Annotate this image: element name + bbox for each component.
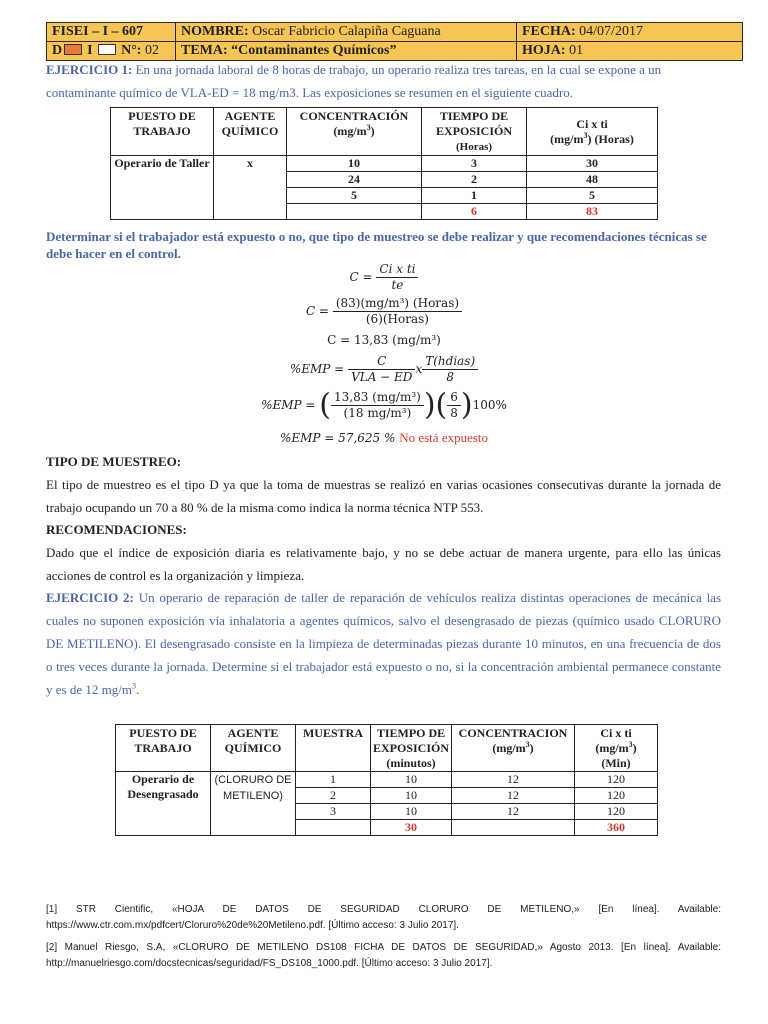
fecha-cell: FECHA: 04/07/2017 [517,23,743,42]
ejercicio2-label: EJERCICIO 2: [46,590,134,605]
exposure-result: No está expuesto [399,430,489,445]
col-puesto: PUESTO DE TRABAJO [116,725,211,772]
formula-c-definition: C = $\frac{\text{Ci x ti}}{te}$ [0,262,768,293]
col-concentracion: CONCENTRACION $(mg/m^3)$ [452,725,575,772]
col-concentracion: CONCENTRACIÓN $(mg/m^3)$ [287,108,422,156]
ejercicio2-table [115,724,658,836]
col-citi: Ci x ti $(mg/m^3)$ (Min) [575,725,658,772]
tema-value: “Contaminantes Químicos” [231,43,397,58]
i-checkbox-empty-icon [98,44,116,55]
ejercicio1-statement: EJERCICIO 1: En una jornada laboral de 8 horas de trabajo, un operario realiza tres tareas, en la cual se expone a un contaminante químico de VLA-ED = 18 mg/m3. Las exposiciones se resumen en el siguiente cuadro. [46,62,662,100]
ejercicio2-statement: EJERCICIO 2: Un operario de reparación de taller de reparación de vehículos realiza distintas operaciones de mecánica las cuales no suponen exposición vía inhalatoria a agentes químicos, salvo el desengrasado de piezas (químico usado CLORURO DE METILENO). El desengrasado consiste en la limpieza de determinadas piezas durante 10 minutos, en una frecuencia de dos o tres veces durante la jornada. Determine si el trabajador está expuesto o no, si la concentración ambiental permanece constante y es de 12 $mg/m^3$. [46,590,722,697]
d-checkbox-filled-icon [64,44,82,55]
tipo-muestreo-title: TIPO DE MUESTREO: [46,454,182,469]
ejercicio1-label: EJERCICIO 1: [46,62,133,77]
formula-c-substitution: C = $\frac{\text{(83)(mg/m³) (Horas)}}{\text{(6)(Horas)}}$ [0,296,768,327]
hoja-cell: HOJA: 01 [517,42,743,61]
tipo-muestreo-text: El tipo de muestreo es el tipo D ya que la toma de muestras se realizó en varias ocasiones consecutivas durante la jornada de trabajo ocupando un 70 a 80 % de la misma como indica la norma técnica NTP 553. [46,477,721,515]
formula-c-result: C = 13,83 (mg/m³) [327,333,441,347]
total-tiempo: 30 [371,820,452,836]
total-citi: 360 [575,820,658,836]
col-puesto: PUESTO DE TRABAJO [111,108,214,156]
hoja-value: 01 [569,43,584,58]
col-agente: AGENTE QUÍMICO [211,725,296,772]
fecha-value: 04/07/2017 [579,24,643,39]
ejercicio1-question: Determinar si el trabajador está expuesto o no, que tipo de muestreo se debe realizar y que recomendaciones técnicas se debe hacer en el control. [46,229,707,261]
type-number-cell: D I N°: 02 [47,42,176,61]
reference-1: [1] STR Cientific, «HOJA DE DATOS DE SEGURIDAD CLORURO DE METILENO,» [En línea]. Available: https://www.ctr.com.mx/pdfcert/Cloruro%20de%20Metileno.pdf. [Último acceso: 3 Julio 2017]. [46,904,721,931]
course-code-cell: FISEI – I – 607 [47,23,176,42]
col-muestra: MUESTRA [296,725,371,772]
ejercicio1-table [110,107,658,220]
col-agente: AGENTE QUÍMICO [214,108,287,156]
table-row: 5 1 5 [111,188,658,204]
agente-cell: x [214,156,287,220]
formula-emp-result: %EMP = 57,625 % No está expuesto [279,430,489,445]
col-tiempo: TIEMPO DE EXPOSICIÓN (Horas) [422,108,527,156]
col-citi: Ci x ti $(mg/m^3)$ (Horas) [527,108,658,156]
formula-emp-definition: %EMP = $\frac{C}{\text{VLA − ED}}$ x $\frac{\text{T(hdias)}}{8}$ [0,354,768,385]
recomendaciones-text: Dado que el índice de exposición diaria es relativamente bajo, y no se debe actuar de manera urgente, para ello las únicas acciones de control es la organización y limpieza. [46,545,721,583]
numero-value: 02 [144,43,159,58]
table-row: 2 10 12 120 [116,788,658,804]
formula-emp-substitution: %EMP = ( $\frac{\text{13,83 (mg/m³)}}{\text{(18 mg/m³)}}$ )( $\frac{6}{8}$ )100% [261,387,507,423]
total-citi: 83 [527,204,658,220]
agente-cell: (CLORURO DE METILENO) [211,772,296,836]
puesto-cell: Operario de Desengrasado [116,772,211,836]
table-row: 24 2 48 [111,172,658,188]
table-row: Operario de Desengrasado (CLORURO DE METILENO) 1 10 12 120 [116,772,658,788]
recomendaciones-title: RECOMENDACIONES: [46,522,187,537]
tema-cell: TEMA: “Contaminantes Químicos” [176,42,517,61]
col-tiempo: TIEMPO DE EXPOSICIÓN (minutos) [371,725,452,772]
total-tiempo: 6 [422,204,527,220]
table-row: 3 10 12 120 [116,804,658,820]
nombre-cell: NOMBRE: Oscar Fabricio Calapiña Caguana [176,23,517,42]
table-row: Operario de Taller x 10 3 30 [111,156,658,172]
puesto-cell: Operario de Taller [111,156,214,220]
header-table [46,22,743,61]
reference-2: [2] Manuel Riesgo, S.A, «CLORURO DE METILENO DS108 FICHA DE DATOS DE SEGURIDAD,» Agosto 2013. [En línea]. Available: http://manuelriesgo.com/docstecnicas/seguridad/FS_DS108_1000.pdf. [Último acceso: 3 Julio 2017]. [46,942,721,969]
nombre-value: Oscar Fabricio Calapiña Caguana [252,24,441,39]
